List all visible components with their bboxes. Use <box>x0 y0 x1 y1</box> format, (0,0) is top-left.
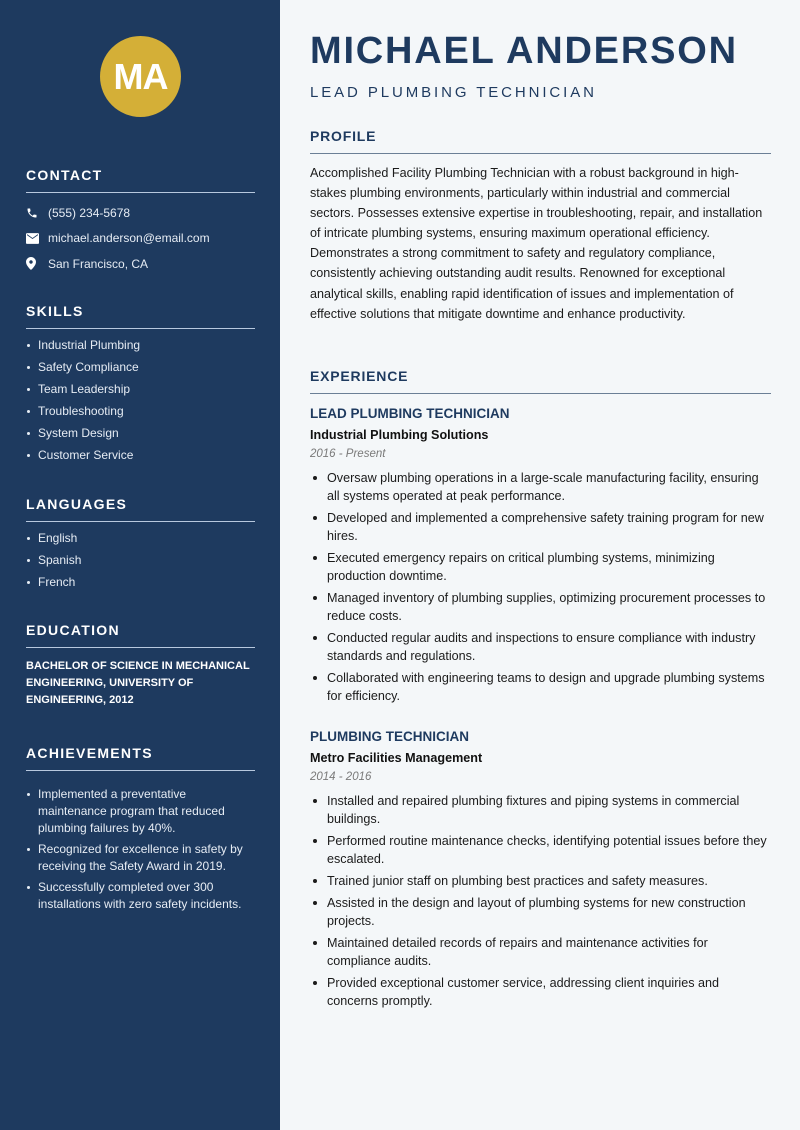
achievement-item: Successfully completed over 300 installations with zero safety incidents. <box>26 879 255 913</box>
job-bullets <box>310 792 771 1010</box>
job-dates: 2016 - Present <box>310 448 386 460</box>
skill-item: System Design <box>26 425 255 442</box>
job-company: Metro Facilities Management <box>310 751 483 765</box>
job-bullet: Developed and implemented a comprehensive safety training program for new hires. <box>310 509 771 545</box>
job-bullet: Oversaw plumbing operations in a large-scale manufacturing facility, ensuring all systems operated at peak performance. <box>310 469 771 505</box>
skills-heading: SKILLS <box>26 303 255 329</box>
job-dates: 2014 - 2016 <box>310 771 372 783</box>
experience-heading: EXPERIENCE <box>310 368 771 394</box>
achievements-section <box>26 745 255 917</box>
job-bullet: Provided exceptional customer service, addressing client inquiries and concerns promptly. <box>310 974 771 1010</box>
skill-item: Safety Compliance <box>26 359 255 376</box>
education-section <box>26 622 255 709</box>
email-link[interactable]: michael.anderson@email.com <box>48 231 210 246</box>
sidebar <box>0 0 280 1130</box>
profile-summary: Accomplished Facility Plumbing Technician with a robust background in high-stakes plumbing environments, particularly within industrial and commercial sectors. Possesses extensive expertise in troubleshooting, repair, and installation of intricate plumbing systems, ensuring maximum operational efficiency. Demonstrates a strong commitment to safety and regulatory compliance, consistently achieving outstanding audit results. Renowned for exceptional analytical skills, enabling rapid identification of issues and implementation of effective solutions that mitigate downtime and enhance productivity. <box>310 166 763 321</box>
job-bullet: Executed emergency repairs on critical plumbing systems, minimizing production downtime. <box>310 549 771 585</box>
job-bullet: Performed routine maintenance checks, identifying potential issues before they escalated. <box>310 832 771 868</box>
profile-heading: PROFILE <box>310 128 771 154</box>
email-icon <box>26 233 48 244</box>
education-degree: BACHELOR OF SCIENCE IN MECHANICAL ENGINEERING, UNIVERSITY OF ENGINEERING, 2012 <box>26 660 250 706</box>
skills-section <box>26 303 255 469</box>
languages-section <box>26 496 255 596</box>
language-item: French <box>26 574 255 591</box>
job-bullet: Maintained detailed records of repairs and maintenance activities for compliance audits. <box>310 934 771 970</box>
skill-item: Customer Service <box>26 447 255 464</box>
contact-email <box>26 226 255 252</box>
education-heading: EDUCATION <box>26 622 255 648</box>
job-bullet: Managed inventory of plumbing supplies, optimizing procurement processes to reduce costs. <box>310 589 771 625</box>
languages-heading: LANGUAGES <box>26 496 255 522</box>
contact-location <box>26 251 255 277</box>
candidate-name: MICHAEL ANDERSON <box>310 30 738 72</box>
job-entry <box>310 729 771 1014</box>
job-entry <box>310 406 771 709</box>
contact-section <box>26 167 255 277</box>
achievement-item: Recognized for excellence in safety by receiving the Safety Award in 2019. <box>26 841 255 875</box>
language-item: Spanish <box>26 552 255 569</box>
skill-item: Industrial Plumbing <box>26 337 255 354</box>
job-bullet: Trained junior staff on plumbing best practices and safety measures. <box>310 872 771 890</box>
contact-heading: CONTACT <box>26 167 255 193</box>
job-company: Industrial Plumbing Solutions <box>310 428 489 442</box>
candidate-title: LEAD PLUMBING TECHNICIAN <box>310 84 597 101</box>
job-bullet: Assisted in the design and layout of plumbing systems for new construction projects. <box>310 894 771 930</box>
phone-text: (555) 234-5678 <box>48 205 131 220</box>
location-text: San Francisco, CA <box>48 256 149 271</box>
location-pin-icon <box>26 257 48 270</box>
contact-phone <box>26 200 255 226</box>
job-bullet: Collaborated with engineering teams to design and upgrade plumbing systems for efficiency. <box>310 669 771 705</box>
skills-list <box>26 337 255 464</box>
skill-item: Troubleshooting <box>26 403 255 420</box>
achievements-heading: ACHIEVEMENTS <box>26 745 255 771</box>
language-item: English <box>26 530 255 547</box>
avatar <box>100 36 181 117</box>
job-bullet: Installed and repaired plumbing fixtures and piping systems in commercial buildings. <box>310 792 771 828</box>
achievement-item: Implemented a preventative maintenance program that reduced plumbing failures by 40%. <box>26 786 255 837</box>
languages-list <box>26 530 255 591</box>
job-bullets <box>310 469 771 705</box>
skill-item: Team Leadership <box>26 381 255 398</box>
achievements-list <box>26 786 255 913</box>
job-bullet: Conducted regular audits and inspections to ensure compliance with industry standards and regulations. <box>310 629 771 665</box>
job-title: PLUMBING TECHNICIAN <box>310 729 469 744</box>
avatar-initials: MA <box>113 55 168 97</box>
job-title: LEAD PLUMBING TECHNICIAN <box>310 406 510 421</box>
phone-icon <box>26 207 48 219</box>
